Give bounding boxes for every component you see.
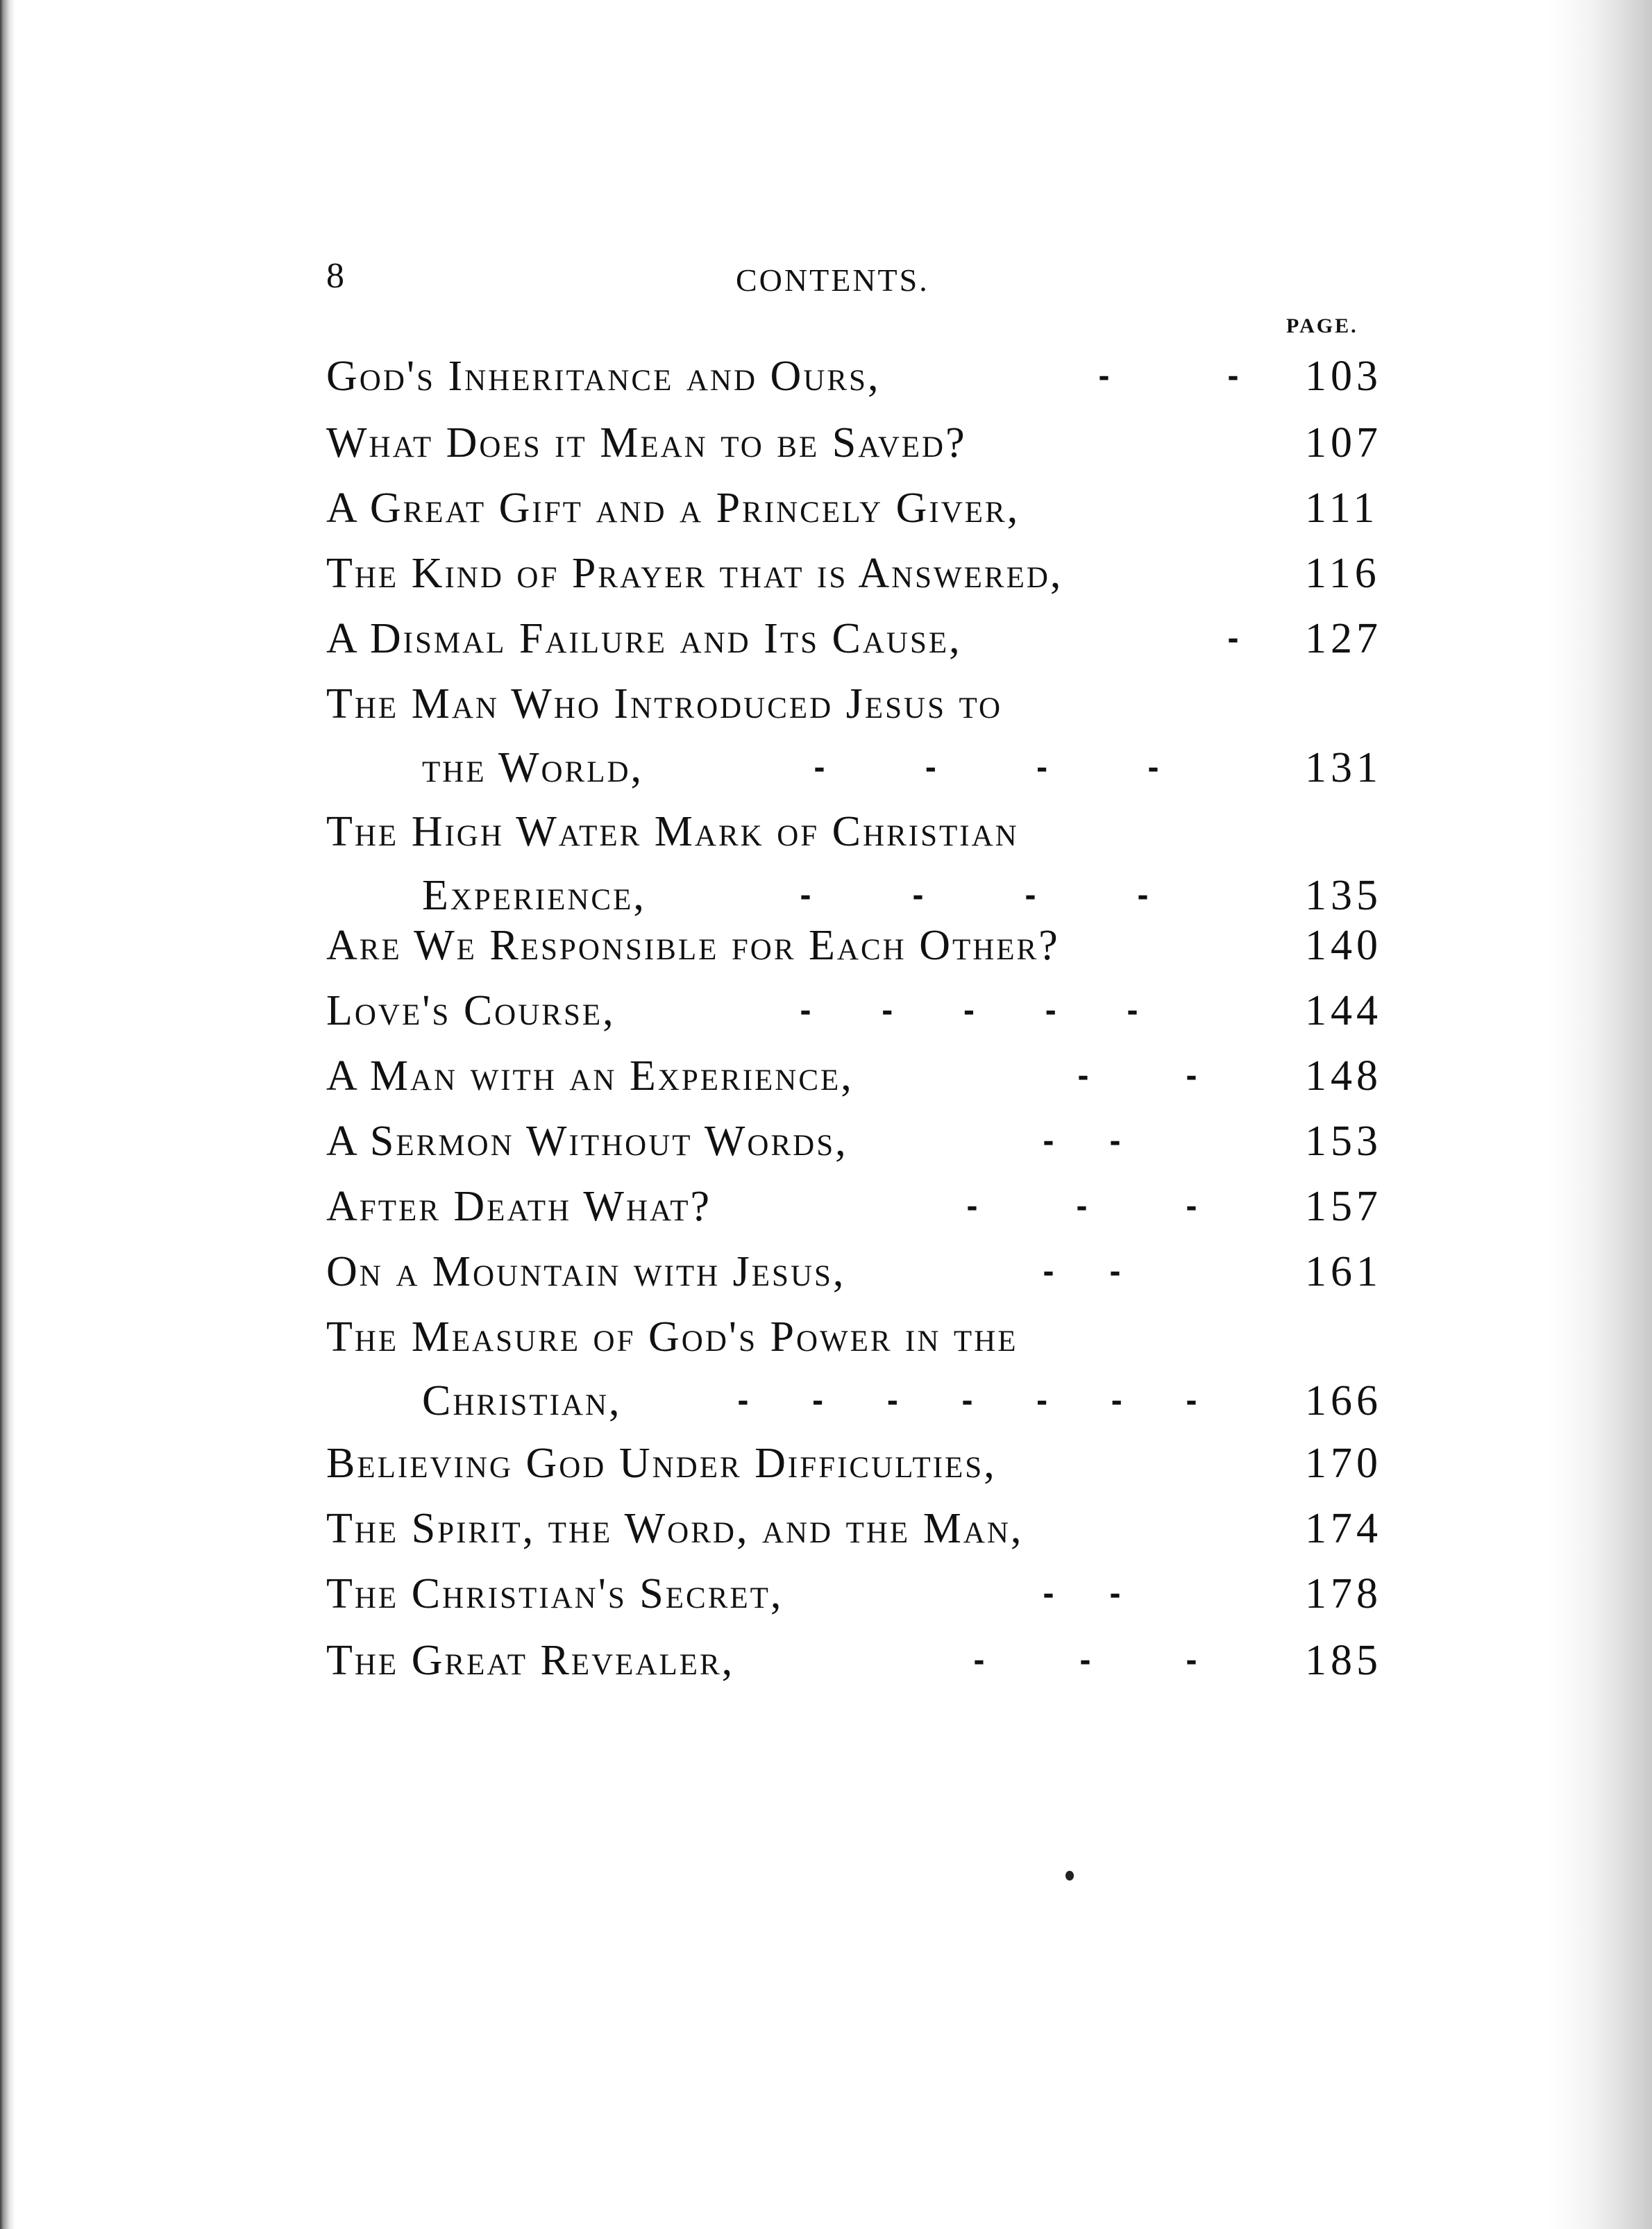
toc-entry <box>326 914 1381 977</box>
toc-entry-title: Experience, <box>422 872 646 919</box>
toc-entry-title: After Death What? <box>326 1183 712 1230</box>
toc-entry <box>326 1497 1381 1561</box>
toc-entry-line <box>326 979 1381 1043</box>
leader-dashes <box>1041 1562 1124 1626</box>
toc-entry-title: The Spirit, the Word, and the Man, <box>326 1505 1024 1552</box>
toc-entry-line <box>326 344 1381 408</box>
leader-dash: - <box>1186 1057 1199 1094</box>
leader-dashes <box>1097 344 1242 408</box>
toc-entry-line <box>326 1629 1381 1692</box>
toc-entry <box>326 476 1381 540</box>
toc-entry <box>326 411 1381 475</box>
toc-page-number: 178 <box>1305 1570 1382 1617</box>
leader-dash: - <box>961 1382 975 1419</box>
toc-page-number: 153 <box>1305 1118 1382 1165</box>
leader-dash: - <box>1227 620 1241 657</box>
toc-entry <box>326 979 1381 1043</box>
leader-dash: - <box>912 877 926 914</box>
leader-dash: - <box>925 749 938 786</box>
toc-entry-title: Believing God Under Difficulties, <box>326 1440 997 1487</box>
toc-entry-continuation-line <box>326 736 1381 800</box>
toc-entry-title: The Measure of God's Power in the <box>326 1313 1018 1361</box>
leader-dash: - <box>1147 749 1161 786</box>
leader-dash: - <box>1109 1253 1123 1290</box>
leader-dashes <box>965 1175 1201 1238</box>
toc-entry-title: Are We Responsible for Each Other? <box>326 922 1060 969</box>
toc-entry <box>326 1431 1381 1495</box>
toc-entry-line <box>326 541 1381 605</box>
toc-entry <box>326 1305 1381 1433</box>
leader-dashes <box>1076 1044 1201 1108</box>
toc-entry-title: A Sermon Without Words, <box>326 1118 848 1165</box>
leader-dash: - <box>963 992 977 1029</box>
toc-entry-line <box>326 1240 1381 1304</box>
leader-dashes <box>1222 607 1242 671</box>
toc-entry-line <box>326 607 1381 671</box>
leader-dash: - <box>1127 992 1140 1029</box>
toc-page-number: 131 <box>1305 744 1382 791</box>
leader-dash: - <box>1111 1382 1124 1419</box>
leader-dash: - <box>1098 358 1112 394</box>
toc-page-number: 107 <box>1305 419 1382 466</box>
leader-dash: - <box>814 749 827 786</box>
toc-page-number: 170 <box>1305 1440 1382 1487</box>
toc-entry-line <box>326 800 1381 864</box>
toc-entry-line <box>326 1109 1381 1173</box>
page-column-label: PAGE. <box>1286 314 1358 337</box>
toc-entry <box>326 1240 1381 1304</box>
page-number-folio: 8 <box>326 256 344 296</box>
leader-dash: - <box>1043 1575 1056 1612</box>
leader-dash: - <box>966 1188 980 1225</box>
leader-dash: - <box>882 992 895 1029</box>
toc-entry-line <box>326 1562 1381 1626</box>
leader-dash: - <box>1077 1057 1091 1094</box>
toc-entry-title: The Christian's Secret, <box>326 1570 784 1617</box>
running-head: CONTENTS. <box>736 262 929 298</box>
leader-dash: - <box>886 1382 900 1419</box>
toc-entry-line <box>326 1044 1381 1108</box>
toc-page-number: 157 <box>1305 1183 1382 1230</box>
toc-entry-title: A Man with an Experience, <box>326 1052 854 1100</box>
toc-entry-title: Christian, <box>422 1377 622 1424</box>
leader-dashes <box>1041 1240 1124 1304</box>
leader-dash: - <box>973 1642 987 1679</box>
toc-entry-title: A Dismal Failure and Its Cause, <box>326 615 962 662</box>
leader-dash: - <box>1186 1382 1199 1419</box>
leader-dash: - <box>1109 1575 1123 1612</box>
leader-dashes <box>1041 1109 1124 1173</box>
leader-dash: - <box>800 877 814 914</box>
toc-entry <box>326 1629 1381 1692</box>
toc-entry-title: Love's Course, <box>326 987 616 1034</box>
toc-page-number: 135 <box>1305 872 1382 919</box>
toc-entry-title: The High Water Mark of Christian <box>326 808 1019 855</box>
toc-entry-line <box>326 1431 1381 1495</box>
leader-dash: - <box>800 992 814 1029</box>
toc-entry-title: The Kind of Prayer that is Answered, <box>326 550 1063 597</box>
toc-entry-title: the World, <box>422 744 644 791</box>
toc-entry <box>326 1562 1381 1626</box>
leader-dash: - <box>1043 1253 1056 1290</box>
toc-entry-continuation-line <box>326 1369 1381 1433</box>
leader-dashes <box>812 736 1163 800</box>
leader-dash: - <box>1036 1382 1050 1419</box>
toc-page-number: 148 <box>1305 1052 1382 1100</box>
toc-entry-line <box>326 411 1381 475</box>
toc-entry <box>326 1044 1381 1108</box>
leader-dash: - <box>1043 1122 1056 1159</box>
toc-page-number: 166 <box>1305 1377 1382 1424</box>
toc-page-number: 140 <box>1305 922 1382 969</box>
toc-entry-title: On a Mountain with Jesus, <box>326 1248 846 1295</box>
toc-entry <box>326 800 1381 927</box>
toc-page-number: 111 <box>1305 485 1379 532</box>
leader-dash: - <box>1045 992 1059 1029</box>
toc-entry-title: The Great Revealer, <box>326 1637 735 1684</box>
leader-dash: - <box>1076 1188 1090 1225</box>
toc-entry <box>326 541 1381 605</box>
toc-page-number: 103 <box>1305 353 1382 400</box>
toc-page-number: 127 <box>1305 615 1382 662</box>
toc-entry-line <box>326 476 1381 540</box>
toc-entry-line <box>326 1305 1381 1369</box>
leader-dashes <box>736 1369 1201 1433</box>
toc-entry-title: The Man Who Introduced Jesus to <box>326 680 1003 727</box>
leader-dash: - <box>737 1382 751 1419</box>
leader-dash: - <box>1186 1642 1199 1679</box>
toc-page-number: 161 <box>1305 1248 1382 1295</box>
leader-dash: - <box>1137 877 1151 914</box>
leader-dash: - <box>1227 358 1241 394</box>
toc-entry <box>326 607 1381 671</box>
toc-page-number: 174 <box>1305 1505 1382 1552</box>
leader-dash: - <box>1109 1122 1123 1159</box>
toc-entry <box>326 1109 1381 1173</box>
toc-entry-title: What Does it Mean to be Saved? <box>326 419 967 466</box>
leader-dashes <box>798 979 1142 1043</box>
toc-page-number: 185 <box>1305 1637 1382 1684</box>
toc-entry <box>326 1175 1381 1238</box>
leader-dash: - <box>812 1382 826 1419</box>
toc-entry <box>326 344 1381 408</box>
toc-entry-line <box>326 914 1381 977</box>
toc-entry-title: A Great Gift and a Princely Giver, <box>326 485 1020 532</box>
toc-entry <box>326 672 1381 800</box>
leader-dash: - <box>1079 1642 1093 1679</box>
ink-speck <box>1065 1871 1074 1881</box>
leader-dashes <box>972 1629 1201 1692</box>
leader-dash: - <box>1025 877 1038 914</box>
toc-entry-line <box>326 1497 1381 1561</box>
toc-entry-line <box>326 1175 1381 1238</box>
toc-page-number: 116 <box>1305 550 1381 597</box>
toc-entry-line <box>326 672 1381 736</box>
leader-dash: - <box>1186 1188 1199 1225</box>
leader-dash: - <box>1036 749 1050 786</box>
toc-page-number: 144 <box>1305 987 1382 1034</box>
toc-entry-title: God's Inheritance and Ours, <box>326 353 881 400</box>
